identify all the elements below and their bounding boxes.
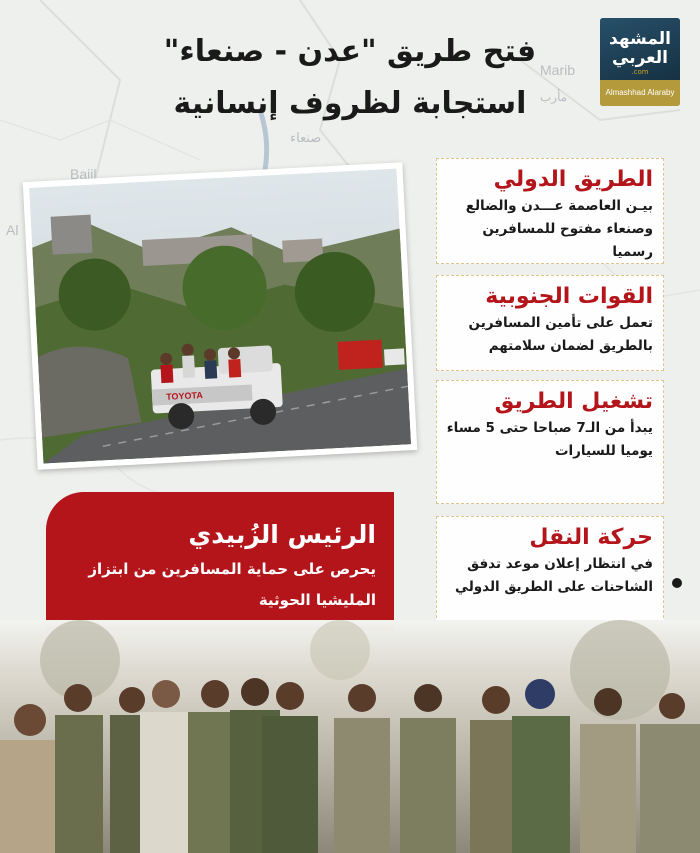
- map-label-bajil: Bajil: [70, 166, 97, 182]
- card-title: تشغيل الطريق: [494, 389, 653, 414]
- map-label-al: Al: [6, 222, 19, 238]
- card-text-line-1: يبدأ من الـ7 صباحا حتى 5 مساء: [446, 420, 653, 436]
- logo-com-text: .com: [631, 68, 649, 76]
- road-photo: [23, 162, 418, 469]
- president-text-line-1: يحرص على حماية المسافرين من ابتزاز: [88, 560, 376, 578]
- president-box: [46, 492, 394, 630]
- headline-line-2: استجابة لظروف إنسانية: [173, 86, 527, 121]
- headline-line-1: فتح طريق "عدن - صنعاء": [163, 34, 537, 69]
- card-text-line-1: في انتظار إعلان موعد تدفق: [467, 556, 653, 572]
- card-text-line-2: وصنعاء مفتوح للمسافرين رسميا: [482, 221, 653, 260]
- logo-arabic-text: المشهد العربي: [609, 29, 671, 68]
- card-southern-forces: [436, 275, 664, 371]
- card-international-road: [436, 158, 664, 264]
- card-transport-movement: [436, 516, 664, 628]
- card-text-line-1: تعمل على تأمين المسافرين: [468, 315, 653, 331]
- card-title: القوات الجنوبية: [485, 284, 653, 309]
- truck-brand-text: TOYOTA: [165, 390, 204, 402]
- headline: [130, 30, 570, 126]
- card-road-operation: [436, 380, 664, 504]
- logo-english-text: Almashhad Alaraby: [600, 80, 680, 106]
- card-text-line-1: بيـن العاصمة عـــدن والضالع: [465, 198, 653, 214]
- card-title: حركة النقل: [529, 525, 653, 550]
- card-text-line-2: الشاحنات على الطريق الدولي: [455, 579, 653, 595]
- map-label-marib: Marib: [540, 62, 576, 78]
- soldiers-photo: [0, 620, 700, 853]
- map-label-sanaa: صنعاء: [290, 130, 322, 145]
- card-text-line-2: يوميا للسيارات: [554, 443, 653, 459]
- president-text-line-2: المليشيا الحوثية: [258, 591, 376, 609]
- bullet-dot-icon: [672, 578, 682, 588]
- road-photo-image: [29, 169, 411, 464]
- president-name: الرئيس الزُبيدي: [188, 520, 376, 549]
- card-title: الطريق الدولي: [493, 167, 653, 192]
- map-label-marib-ar: مأرب: [540, 90, 568, 104]
- card-text-line-2: بالطريق لضمان سلامتهم: [488, 338, 653, 354]
- brand-logo: [600, 18, 680, 106]
